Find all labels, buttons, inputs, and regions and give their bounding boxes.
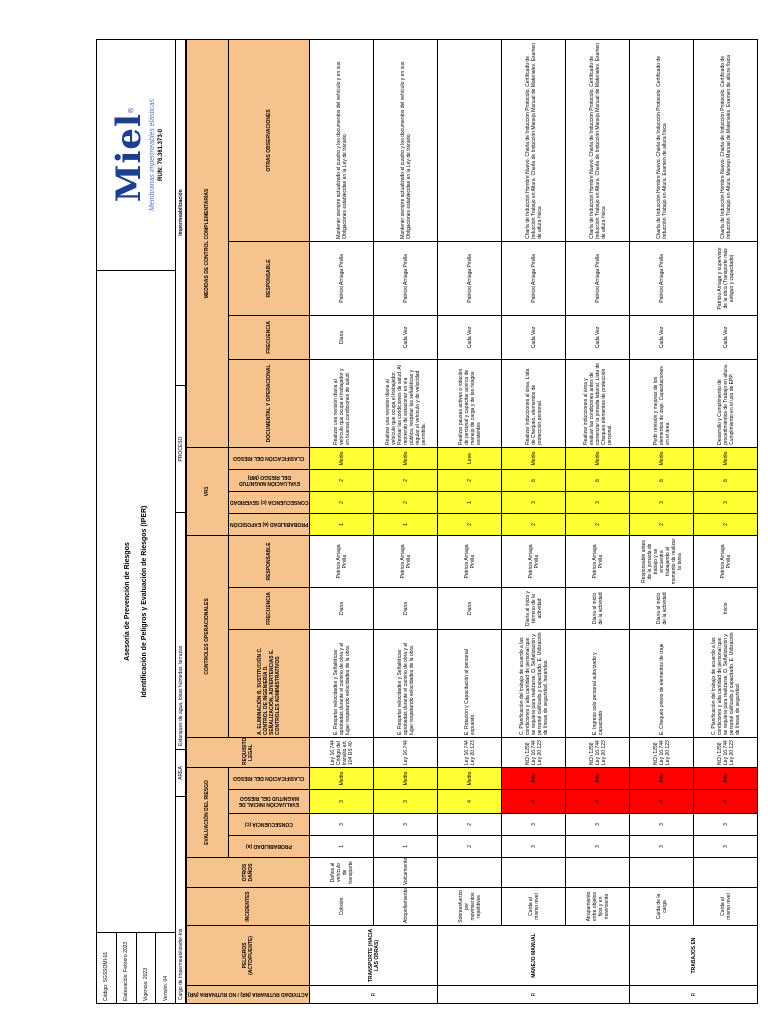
clasificacion-cell: Alto: [566, 767, 630, 789]
logo-subtitle: Membranas impermeables elásticas: [148, 98, 156, 212]
clasificacion2-cell: Medio: [694, 447, 758, 469]
magnitud2-cell: 2: [438, 469, 502, 491]
col-requisito: REQUISITO LEGAL: [187, 737, 310, 767]
control-cell: E. Ingreso solo personal autorizado y capacitado.: [566, 629, 630, 737]
magnitud2-cell: 6: [694, 469, 758, 491]
col-consecuencia: CONSECUENCIA (c): [228, 814, 309, 836]
table-row: [694, 40, 758, 1004]
magnitud-cell: 3: [310, 790, 374, 814]
consecuencia-cell: 3: [694, 814, 758, 836]
frecuencia3-cell: Cada Vez: [630, 315, 694, 359]
col-magnitud2: EVALUACIÓN MAGNITUD DEL RIESGO (MR): [228, 469, 309, 491]
consecuencia2-cell: 1: [438, 491, 502, 513]
responsable3-cell: Patricio Arriaga Pinilla: [374, 241, 438, 315]
documental-cell: Pedir revisión y mejoras de los elementos de izaje. Capacitaciones en el área.: [630, 359, 694, 447]
observaciones-cell: Mantener siempre actualizado el cuadro y los documentos del vehículo y en sus Obligaciones establecidas en la Ley de tránsito: [310, 40, 374, 242]
activity-name: MANEJO MANUAL: [438, 926, 630, 986]
observaciones-cell: Charla de Inducción Hombre Nuevo. Charla de Inducción Protocolo. Certificado de Inducción Trabajo en Altura. Manejo Manual de Materiales. Examen de altura física: [694, 40, 758, 242]
responsable3-cell: Patricio Arriaga y supervisor de la obra (Transporte más antiguo y capacitado): [694, 241, 758, 315]
requisito-cell: NCh 1258 Ley 16.744 Ley 20.123: [694, 737, 758, 767]
consecuencia-cell: 2: [438, 814, 502, 836]
incidente-cell: Caída al mismo nivel: [502, 888, 566, 926]
incidente-cell: Colisión: [310, 888, 374, 926]
col-controles: A. ELIMINACIÓN B. SUSTITUCIÓN C. CONTROL DE INGENIERÍA D. SEÑALIZACIÓN, ADVERTENCIAS E. CONTROLES ADMINISTRATIVOS: [228, 629, 309, 737]
probabilidad2-cell: 2: [502, 513, 566, 535]
clasificacion-cell: Alto: [502, 767, 566, 789]
probabilidad-cell: 1: [374, 836, 438, 858]
document-titles: [97, 271, 175, 932]
clasificacion2-cell: Leve: [438, 447, 502, 469]
probabilidad-cell: 3: [630, 836, 694, 858]
probabilidad2-cell: 2: [630, 513, 694, 535]
documental-cell: Desarrollo y Cumplimiento de procedimientos de Trabajo en altura. Cumplimiento en el uso de EPP.: [694, 359, 758, 447]
requisito-cell: NCh 1258 Ley 16.744 Ley 20.123: [630, 737, 694, 767]
requisito-cell: NCh 1258 Ley 16.744 Ley 20.123: [502, 737, 566, 767]
document-header: [96, 39, 176, 1004]
consecuencia2-cell: 2: [310, 491, 374, 513]
frecuencia3-cell: Cada Vez: [374, 315, 438, 359]
observaciones-cell: Charla de Inducción Hombre Nuevo. Charla de Inducción Protocolo. Certificado de Inducción Trabajo en Altura. Charla de Inducción Manejo Manual de Materiales. Examen de altura física: [502, 40, 566, 242]
clasificacion2-cell: Medio: [374, 447, 438, 469]
meta-prepared: Elaboración: Febrero 2023: [117, 933, 137, 1003]
clasificacion-cell: Alto: [694, 767, 758, 789]
responsable3-cell: Patricio Arriaga Pinilla: [438, 241, 502, 315]
frecuencia3-cell: Diaria: [310, 315, 374, 359]
responsable-cell: Patricio Arriaga Pinilla: [566, 535, 630, 587]
table-body: [310, 40, 758, 1004]
logo-rut: RUN: 76.361.373-0: [157, 128, 164, 182]
responsable-cell: Patricio Arriaga Pinilla: [438, 535, 502, 587]
document-meta: [97, 932, 175, 1003]
responsable-cell: Responsable antes de la jornada de trabajo y se encuentra trabajando al momento de realizar la tarea: [630, 535, 694, 587]
magnitud2-cell: 6: [630, 469, 694, 491]
observaciones-cell: Charla de Inducción Hombre Nuevo. Charla de Inducción Protocolo. Certificado de Inducción Trabajo en Altura. Charla de Inducción Manejo Manual de Materiales. Examen de altura física: [566, 40, 630, 242]
documental-cell: Realizar una revisión diaria al vehículo que ocupa el trabajador. Revisar las condiciones de salud. Al momento de estacionar en vía pública, respetar las señaléticas y regular el vehículo y de velocidad permitida.: [374, 359, 438, 447]
magnitud2-cell: 2: [374, 469, 438, 491]
consecuencia2-cell: 2: [374, 491, 438, 513]
frecuencia-cell: Diaria al inicio de la actividad: [566, 587, 630, 629]
otros-cell: [630, 858, 694, 888]
clasificacion2-cell: Medio: [566, 447, 630, 469]
col-responsable: RESPONSABLE: [228, 535, 309, 587]
responsable-cell: Patricio Arriaga Pinilla: [502, 535, 566, 587]
documental-cell: Realizar inducciones al área y evaluar las condiciones antes de comenzar la jornada laboral. Lista de Chequeo elementos de protección personal.: [566, 359, 630, 447]
probabilidad2-cell: 2: [438, 513, 502, 535]
magnitud-cell: 3: [374, 790, 438, 814]
responsable3-cell: Patricio Arriaga Pinilla: [630, 241, 694, 315]
frecuencia-cell: Diaria: [438, 587, 502, 629]
frecuencia-cell: Diaria al inicio y término de la actividad: [502, 587, 566, 629]
col-observaciones: OTRAS OBSERVACIONES: [228, 40, 309, 242]
col-probabilidad: PROBABILIDAD (a): [228, 836, 309, 858]
otros-cell: [694, 858, 758, 888]
iper-table: [186, 39, 758, 1004]
consecuencia-cell: 3: [566, 814, 630, 836]
col-peligros: PELIGROS (ACTO/FUENTE): [187, 926, 310, 986]
responsable3-cell: Patricio Arriaga Pinilla: [502, 241, 566, 315]
incidente-cell: Caída de la carga: [630, 888, 694, 926]
responsable3-cell: Patricio Arriaga Pinilla: [310, 241, 374, 315]
frecuencia-cell: Inicio: [694, 587, 758, 629]
clasificacion2-cell: Medio: [630, 447, 694, 469]
col-clasificacion: CLASIFICACIÓN DEL RIESGO: [228, 767, 309, 789]
otros-cell: [566, 858, 630, 888]
responsable-cell: Patricio Arriaga Pinilla: [310, 535, 374, 587]
group-medidas: MEDIDAS DE CONTROL COMPLEMENTARIAS: [187, 40, 229, 448]
probabilidad2-cell: 2: [694, 513, 758, 535]
magnitud-cell: 9: [694, 790, 758, 814]
documental-cell: Realizar pausas activas o rotación de personal y capacitar acerca de manejo de carga y de los riesgos existentes: [438, 359, 502, 447]
company-logo: [97, 40, 175, 271]
magnitud2-cell: 2: [310, 469, 374, 491]
col-clasificacion2: CLASIFICACIÓN DEL RIESGO: [228, 447, 309, 469]
frecuencia3-cell: Cada Vez: [566, 315, 630, 359]
control-cell: E. Respetar velocidades y Señaléticas aprobadas durante el camino de obra y el lugar respetando velocidades de la obra.: [374, 629, 438, 737]
consecuencia-cell: 3: [310, 814, 374, 836]
col-frecuencia3: FRECUENCIA: [228, 315, 309, 359]
logo-registered: ®: [128, 107, 136, 114]
consecuencia2-cell: 3: [566, 491, 630, 513]
control-cell: C. Planificación del trabajo de acuerdo a las condiciones y alta cantidad de personal que se requiera para realizarse. D. Señalización y personal calificado y capacitado. E. Utilización de líneas de seguridad.: [694, 629, 758, 737]
consecuencia-cell: 3: [502, 814, 566, 836]
col-incidentes: INCIDENTES: [187, 888, 310, 926]
col-responsable3: RESPONSABLE: [228, 241, 309, 315]
responsable3-cell: Patricio Arriaga Pinilla: [566, 241, 630, 315]
logo-brand: Miel: [108, 113, 149, 203]
area-label: AREA: [176, 749, 185, 796]
consecuencia2-cell: 3: [694, 491, 758, 513]
consecuencia-cell: 3: [374, 814, 438, 836]
clasificacion2-cell: Medio: [502, 447, 566, 469]
probabilidad-cell: 3: [694, 836, 758, 858]
consecuencia2-cell: 3: [502, 491, 566, 513]
iper-sheet: [96, 39, 741, 1004]
clasificacion-cell: Medio: [438, 767, 502, 789]
activity-code: R: [630, 986, 758, 1004]
magnitud-cell: 9: [566, 790, 630, 814]
group-vr: VR1: [187, 447, 229, 535]
probabilidad-cell: 2: [438, 836, 502, 858]
incidente-cell: Atropellamiento: [374, 888, 438, 926]
magnitud2-cell: 6: [566, 469, 630, 491]
probabilidad2-cell: 1: [310, 513, 374, 535]
requisito-cell: Ley 16.744: [374, 737, 438, 767]
consecuencia2-cell: 3: [630, 491, 694, 513]
activity-name: TRABAJOS EN: [630, 926, 758, 986]
table-row: [438, 40, 502, 1004]
col-actividad: ACTIVIDAD RUTINARIA (NR) / NO RUTINARIA (NR): [187, 986, 310, 1004]
requisito-cell: Ley 16.744 Ley 20.123: [438, 737, 502, 767]
probabilidad2-cell: 1: [374, 513, 438, 535]
table-row: [310, 40, 374, 1004]
group-header-row: [187, 40, 229, 1004]
proceso-value: Impermeabilización: [177, 189, 184, 236]
magnitud-cell: 4: [438, 790, 502, 814]
otros-cell: [438, 858, 502, 888]
control-cell: E. Rotación y Capacitación al personal expuesto: [438, 629, 502, 737]
responsable-cell: Patricio Arriaga Pinilla: [374, 535, 438, 587]
col-documental: DOCUMENTAL Y OPERACIONAL: [228, 359, 309, 447]
area-value: Estanques de agua, losas húmedas, terrazas: [176, 512, 185, 749]
magnitud-cell: 9: [630, 790, 694, 814]
incidente-cell: Atrapamiento entre objetos fijos y en movimiento: [566, 888, 630, 926]
requisito-cell: NCh 1258 Ley 16.744 Ley 20.123: [566, 737, 630, 767]
frecuencia-cell: Diaria: [310, 587, 374, 629]
table-row: [502, 40, 566, 1004]
observaciones-cell: Mantener siempre actualizado el cuadro y los documentos del vehículo y en sus Obligaciones establecidas en la Ley de tránsito: [374, 40, 438, 242]
otros-cell: Daños al vehículo de transporte: [310, 858, 374, 888]
cargo-label: Cargo de Impermeabilizador-Ins: [176, 796, 185, 1003]
clasificacion-cell: Medio: [310, 767, 374, 789]
meta-version: Versión: 04: [162, 975, 169, 1001]
clasificacion-cell: Medio: [374, 767, 438, 789]
magnitud2-cell: 6: [502, 469, 566, 491]
probabilidad2-cell: 2: [566, 513, 630, 535]
incidente-cell: Sobreesfuerzo por movimientos repetitivos: [438, 888, 502, 926]
activity-name: TRANSPORTE (HACIA LAS OBRAS): [310, 926, 438, 986]
col-otros: OTROS DAÑOS: [187, 858, 310, 888]
table-row: [566, 40, 630, 1004]
control-cell: E. Chequeo previo de elementos de izaje.: [630, 629, 694, 737]
table-row: [630, 40, 694, 1004]
activity-code: R: [310, 986, 438, 1004]
documental-cell: Realizar una revisión diaria al vehículo que ocupa el trabajador y en buenas condiciones de salud.: [310, 359, 374, 447]
control-cell: C. Planificación del trabajo de acuerdo a las condiciones y alta cantidad de personal que se requiera para realizarse. D. Señalización y personal calificado y capacitado. E. Utilización de líneas de seguridad, barandas.: [502, 629, 566, 737]
frecuencia3-cell: Cada Vez: [502, 315, 566, 359]
observaciones-cell: [438, 40, 502, 242]
title-line1: Asesoría de Prevención de Riesgos: [124, 542, 131, 661]
col-magnitud: EVALUACIÓN INICIAL DE MAGNITUD DEL RIESGO: [228, 790, 309, 814]
probabilidad-cell: 3: [566, 836, 630, 858]
table-row: [374, 40, 438, 1004]
frecuencia-cell: Diaria al inicio de la actividad: [630, 587, 694, 629]
clasificacion2-cell: Medio: [310, 447, 374, 469]
consecuencia-cell: 3: [630, 814, 694, 836]
proceso-label: PROCESO: [176, 385, 185, 512]
col-frecuencia: FRECUENCIA: [228, 587, 309, 629]
probabilidad-cell: 3: [502, 836, 566, 858]
group-controles: CONTROLES OPERACIONALES: [187, 535, 229, 737]
magnitud-cell: 9: [502, 790, 566, 814]
title-line2: Identificación de Peligros y Evaluación de Riesgos (IPER): [141, 505, 148, 698]
clasificacion-cell: Alto: [630, 767, 694, 789]
probabilidad-cell: 1: [310, 836, 374, 858]
control-cell: E. Respetar velocidades y Señaléticas aprobadas durante el camino de obra y el lugar respetando velocidades de la obra.: [310, 629, 374, 737]
frecuencia3-cell: Cada Vez: [438, 315, 502, 359]
col-probabilidad2: PROBABILIDAD (a) EXPOSICIÓN: [228, 513, 309, 535]
meta-valid: Vigencia: 2023: [137, 933, 157, 1003]
group-evaluacion: EVALUACIÓN DEL RIESGO: [187, 767, 229, 857]
frecuencia-cell: Diaria: [374, 587, 438, 629]
activity-code: R: [438, 986, 630, 1004]
observaciones-cell: Charla de Inducción Hombre Nuevo. Charla de Inducción Protocolo. Certificado de Inducción Trabajo en Altura. Examen de altura física: [630, 40, 694, 242]
otros-cell: [502, 858, 566, 888]
responsable-cell: Patricio Arriaga Pinilla: [694, 535, 758, 587]
requisito-cell: Ley 16.744 Código del tránsito art. 104 DS 40: [310, 737, 374, 767]
info-bar: [176, 39, 186, 1004]
meta-code: Código: SGSSOMI-01: [97, 933, 117, 1003]
documental-cell: Realizar inducciones al área, Lista de Chequeo, elementos de protección personal.: [502, 359, 566, 447]
otros-cell: Volcamiento: [374, 858, 438, 888]
incidente-cell: Caída al mismo nivel: [694, 888, 758, 926]
frecuencia3-cell: Cada Vez: [694, 315, 758, 359]
col-consecuencia2: CONSECUENCIA (c) SEVERIDAD: [228, 491, 309, 513]
